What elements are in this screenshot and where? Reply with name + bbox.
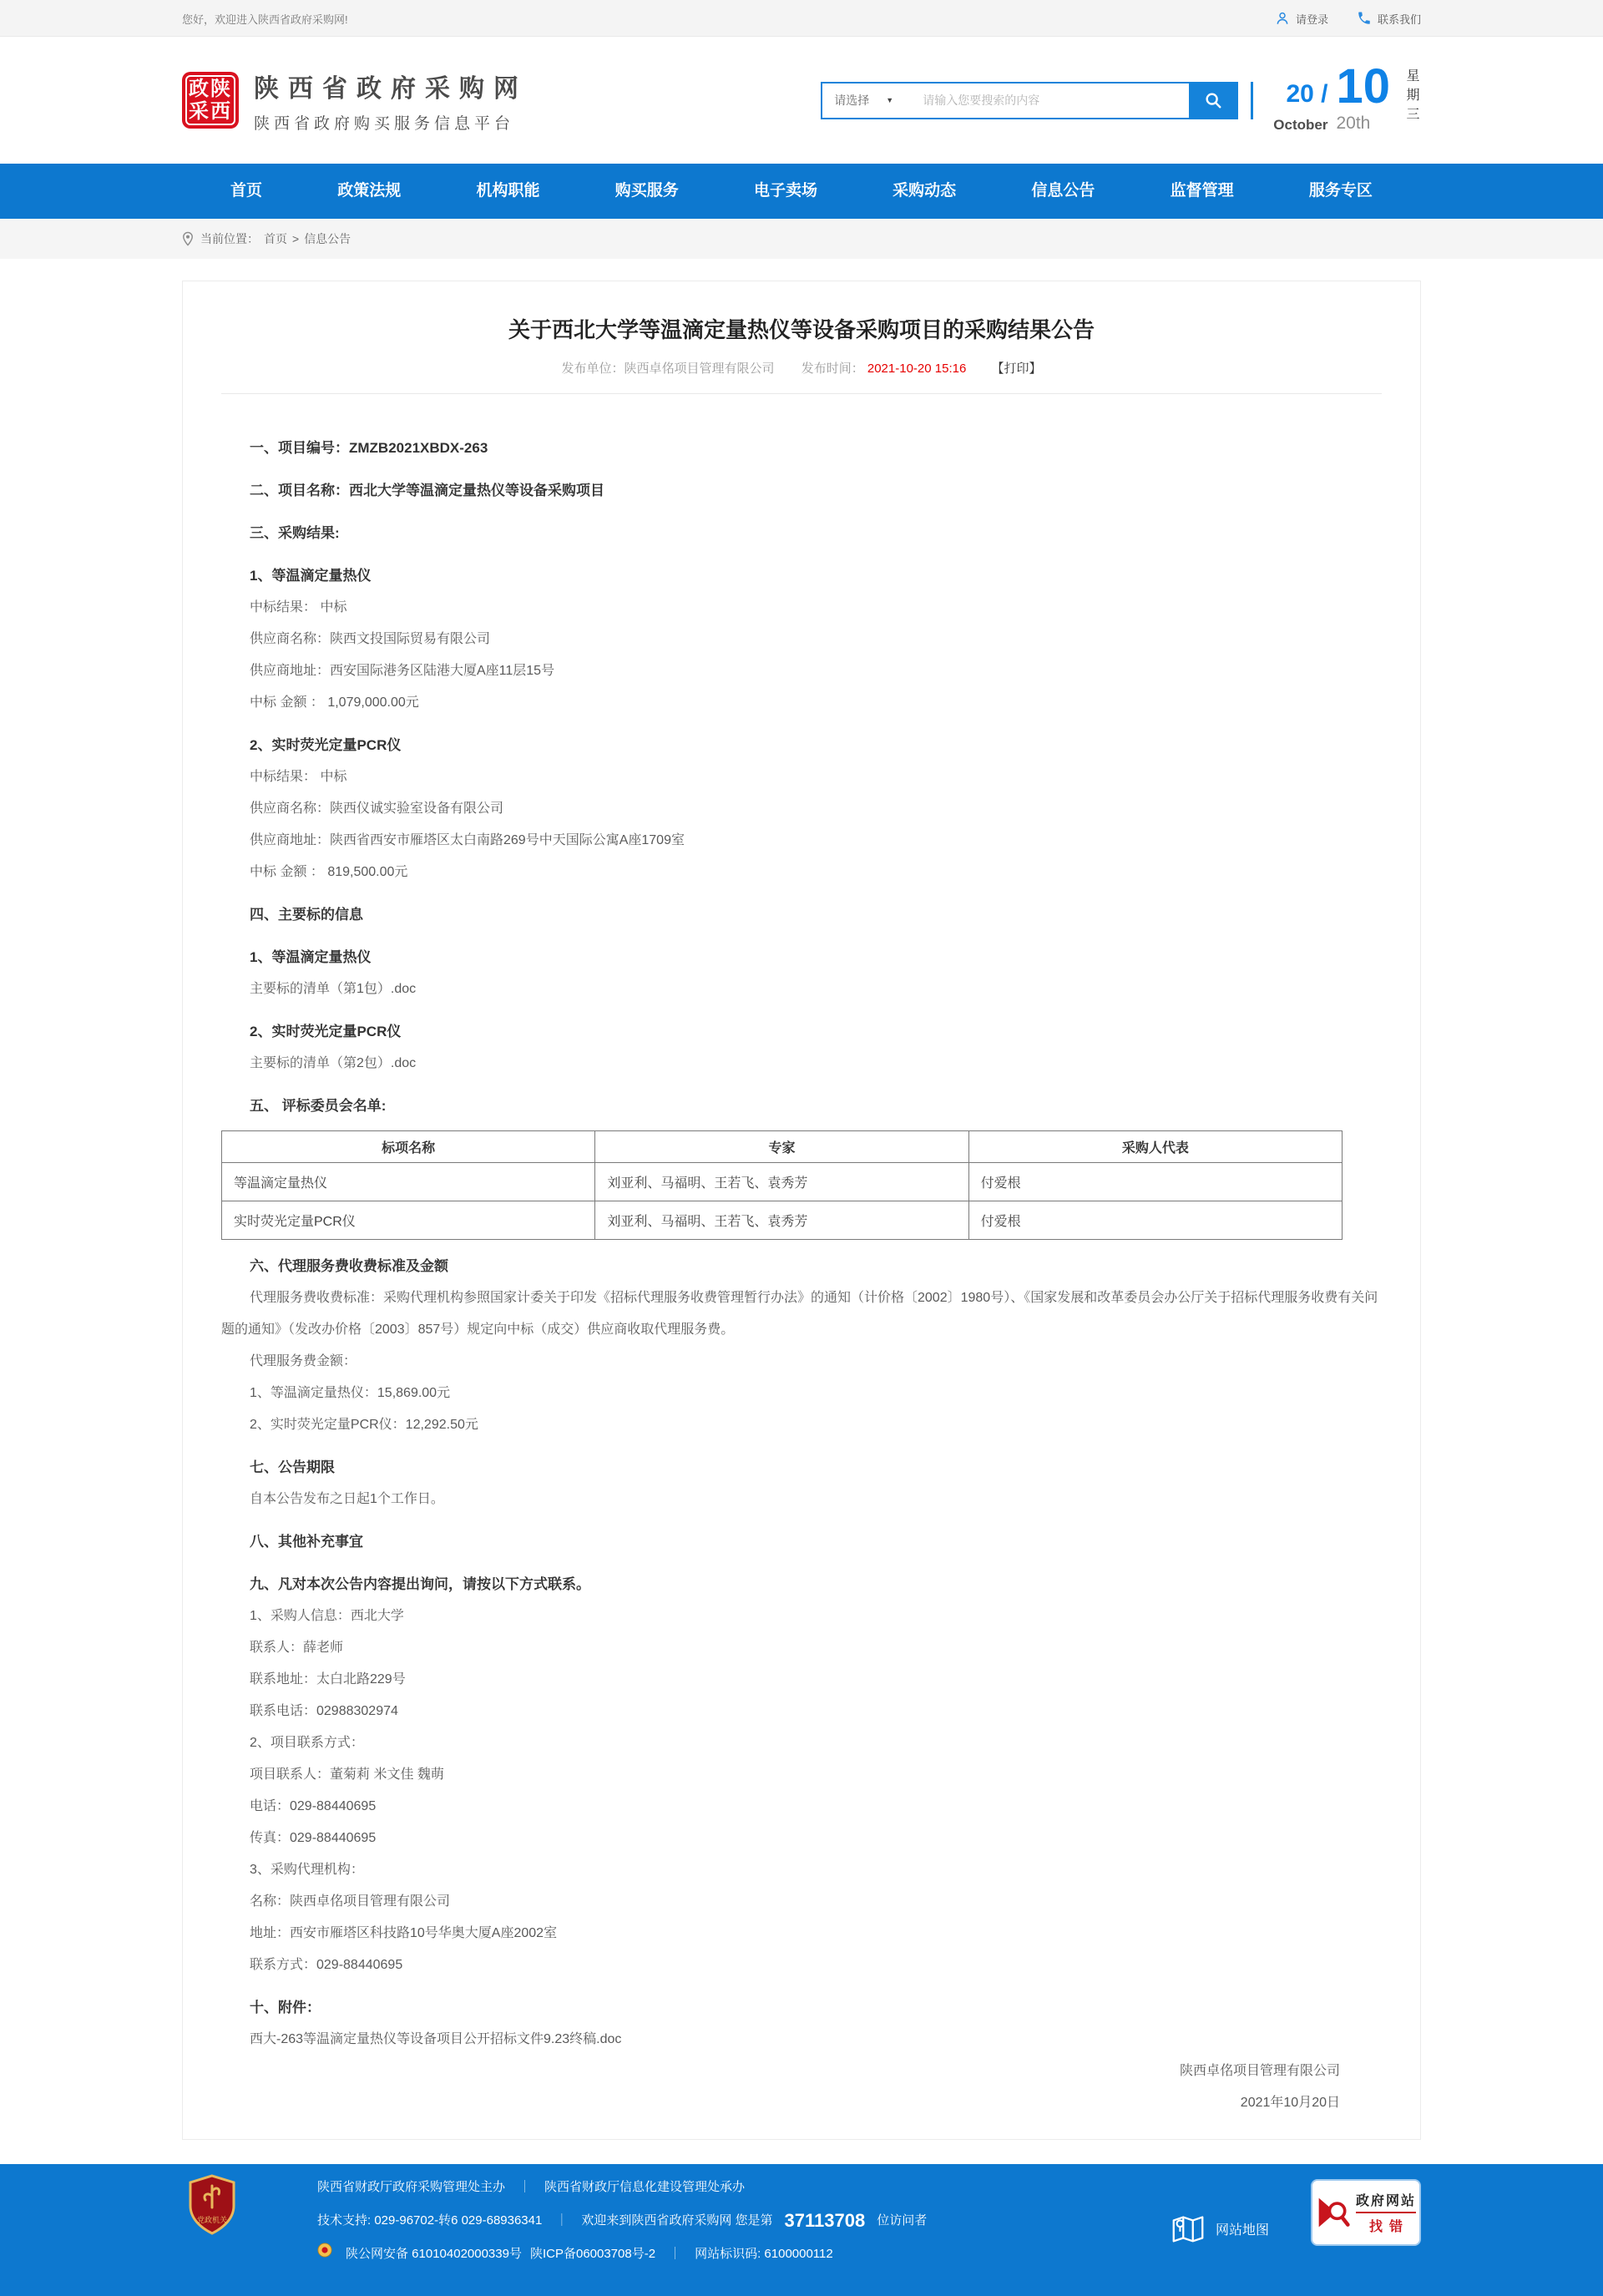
table-header-cell: 专家 (595, 1131, 968, 1163)
footer-line-1 (317, 2171, 927, 2204)
contact-link[interactable] (1357, 11, 1421, 27)
date-month-name: October (1273, 117, 1328, 133)
date-weekday: 星期三 (1404, 68, 1418, 126)
logo-text-1: 政陕 (189, 78, 232, 100)
breadcrumb-arrow: > (292, 232, 300, 245)
footer-separator: ｜ (669, 2247, 682, 2261)
logo-text-2: 采西 (189, 100, 232, 123)
welcome-text: 您好，欢迎进入陕西省政府采购网! (182, 13, 348, 26)
section-heading: 1、等温滴定量热仪 (250, 568, 372, 584)
announcement-card (182, 281, 1421, 2140)
footer-undertake: 陕西省财政厅信息化建设管理处承办 (544, 2180, 746, 2194)
footer-host: 陕西省财政厅政府采购管理处主办 (317, 2180, 506, 2194)
page-title: 关于西北大学等温滴定量热仪等设备采购项目的采购结果公告 (508, 317, 1095, 342)
section-heading: 1、等温滴定量热仪 (250, 949, 372, 965)
body-paragraph: 联系方式：029-88440695 (250, 1958, 403, 1972)
nav-item-9[interactable]: 服务专区 (1308, 182, 1373, 200)
body-paragraph: 供应商名称：陕西文投国际贸易有限公司 (250, 632, 491, 646)
visitor-count: 37113708 (784, 2210, 866, 2231)
body-paragraph: 供应商地址：陕西省西安市雁塔区太白南路269号中天国际公寓A座1709室 (250, 833, 685, 847)
footer-line-2 (317, 2204, 927, 2238)
error-badge-title: 政府网站 (1355, 2194, 1416, 2208)
body-paragraph: 联系地址：太白北路229号 (250, 1672, 406, 1687)
body-paragraph: 电话：029-88440695 (250, 1799, 377, 1813)
section-heading: 十、附件： (250, 2000, 321, 2015)
login-link[interactable] (1275, 11, 1328, 27)
body-paragraph: 中标结果： 中标 (250, 600, 347, 614)
section-heading: 六、代理服务费收费标准及金额 (250, 1258, 448, 1274)
body-paragraph: 自本公告发布之日起1个工作日。 (250, 1492, 444, 1506)
emblem-label: 党政机关 (196, 2216, 228, 2224)
table-cell: 付爱根 (968, 1201, 1342, 1240)
table-cell: 等温滴定量热仪 (222, 1163, 595, 1201)
location-pin-icon (182, 231, 194, 246)
table-cell: 实时荧光定量PCR仪 (222, 1201, 595, 1240)
nav-item-5[interactable]: 电子卖场 (753, 182, 817, 200)
site-header (0, 37, 1603, 164)
date-ordinal: 20th (1336, 114, 1371, 133)
signature-block (221, 2056, 1382, 2119)
contact-label: 联系我们 (1377, 13, 1421, 26)
header-divider (1251, 82, 1253, 119)
publish-time-value: 2021-10-20 15:16 (867, 362, 967, 376)
table-cell: 刘亚利、马福明、王若飞、袁秀芳 (595, 1201, 968, 1240)
article-meta (221, 359, 1382, 377)
body-paragraph: 中标结果： 中标 (250, 770, 347, 784)
section-heading: 2、实时荧光定量PCR仪 (250, 737, 402, 753)
sitemap-icon (1169, 2209, 1207, 2248)
publisher-label: 发布单位： (561, 362, 625, 376)
print-button[interactable]: 【打印】 (991, 362, 1042, 376)
body-paragraph: 代理服务费金额： (250, 1354, 357, 1368)
table-header-cell: 标项名称 (222, 1131, 595, 1163)
date-month-num: 10 (1336, 59, 1390, 114)
breadcrumb-bar (0, 219, 1603, 259)
error-report-icon (1316, 2193, 1351, 2232)
section-heading: 七、公告期限 (250, 1459, 335, 1475)
section-heading: 四、主要标的信息 (250, 907, 363, 923)
top-bar (0, 0, 1603, 37)
body-paragraph: 名称：陕西卓佲项目管理有限公司 (250, 1894, 451, 1909)
nav-item-3[interactable]: 机构职能 (476, 182, 540, 200)
nav-item-1[interactable]: 首页 (230, 182, 263, 200)
footer-line-3 (317, 2238, 927, 2271)
icp-link[interactable]: 陕ICP备06003708号-2 (529, 2247, 656, 2261)
publish-time-label: 发布时间： (801, 362, 864, 376)
nav-item-7[interactable]: 信息公告 (1031, 182, 1095, 200)
footer-welcome: 欢迎来到陕西省政府采购网 您是第 (581, 2213, 773, 2228)
body-paragraph: 联系人：薛老师 (250, 1641, 344, 1655)
signature-date: 2021年10月20日 (1240, 2096, 1340, 2110)
date-widget (1257, 59, 1421, 134)
breadcrumb-label: 当前位置： (200, 232, 259, 245)
committee-table (221, 1130, 1343, 1240)
chevron-down-icon: ▼ (886, 96, 894, 104)
article-body (221, 394, 1382, 2119)
footer-separator: ｜ (555, 2213, 569, 2228)
user-icon (1275, 11, 1290, 26)
site-subtitle: 陕西省政府购买服务信息平台 (254, 114, 515, 133)
date-day: 20 / (1286, 80, 1328, 108)
police-badge-icon (317, 2238, 332, 2271)
search-button[interactable] (1189, 83, 1236, 118)
body-paragraph: 传真：029-88440695 (250, 1831, 377, 1845)
phone-icon (1357, 11, 1372, 26)
section-heading: 八、其他补充事宜 (250, 1534, 363, 1550)
table-row (222, 1201, 1343, 1240)
search-icon (1204, 91, 1222, 109)
table-cell: 付爱根 (968, 1163, 1342, 1201)
login-label: 请登录 (1295, 13, 1328, 26)
section-heading: 三、采购结果: (250, 525, 340, 541)
attachment-link[interactable]: 西大-263等温滴定量热仪等设备项目公开招标文件9.23终稿.doc (250, 2032, 622, 2046)
section-heading: 九、凡对本次公告内容提出询问，请按以下方式联系。 (250, 1576, 590, 1592)
body-paragraph: 3、采购代理机构： (250, 1863, 364, 1877)
main-nav (0, 164, 1603, 219)
table-header-cell: 采购人代表 (968, 1131, 1342, 1163)
table-cell: 刘亚利、马福明、王若飞、袁秀芳 (595, 1163, 968, 1201)
footer (0, 2164, 1603, 2296)
site-name: 陕西省政府采购网 (254, 74, 528, 103)
section-heading: 二、项目名称：西北大学等温滴定量热仪等设备采购项目 (250, 483, 604, 498)
body-paragraph: 供应商名称：陕西仪诚实验室设备有限公司 (250, 802, 504, 816)
footer-separator: ｜ (518, 2180, 532, 2194)
search-category-label: 请选择 (834, 94, 870, 107)
search-box (821, 82, 1238, 119)
footer-visitor-suffix: 位访问者 (877, 2213, 928, 2228)
attachment-link[interactable]: 主要标的清单（第2包）.doc (250, 1056, 417, 1070)
body-paragraph: 1、等温滴定量热仪：15,869.00元 (250, 1386, 451, 1400)
nav-item-6[interactable]: 采购动态 (893, 182, 957, 200)
body-paragraph: 供应商地址：西安国际港务区陆港大厦A座11层15号 (250, 664, 555, 678)
footer-support: 技术支持: 029-96702-转6 029-68936341 (317, 2213, 543, 2228)
nav-item-2[interactable]: 政策法规 (337, 182, 402, 200)
breadcrumb-home[interactable]: 首页 (264, 232, 287, 245)
error-badge-divider (1356, 2212, 1416, 2213)
body-paragraph: 地址：西安市雁塔区科技路10号华奥大厦A座2002室 (250, 1926, 558, 1940)
body-paragraph: 2、项目联系方式： (250, 1736, 364, 1750)
government-emblem-icon (187, 2174, 237, 2236)
body-paragraph: 代理服务费收费标准：采购代理机构参照国家计委关于印发《招标代理服务收费管理暂行办法》的通知（计价格〔2002〕1980号）、《国家发展和改革委员会办公厅关于招标代理服务收费有关问题的通知》（发改办价格〔2003〕857号）规定向中标（成交）供应商收取代理服务费。 (221, 1291, 1378, 1337)
section-heading: 2、实时荧光定量PCR仪 (250, 1024, 402, 1039)
table-row (222, 1163, 1343, 1201)
body-paragraph: 2、实时荧光定量PCR仪：12,292.50元 (250, 1418, 478, 1432)
error-report-badge[interactable] (1311, 2179, 1421, 2246)
beian-link[interactable]: 陕公网安备 61010402000339号 (346, 2247, 522, 2261)
body-paragraph: 项目联系人：董菊莉 米文佳 魏萌 (250, 1768, 444, 1782)
signature-company: 陕西卓佲项目管理有限公司 (1179, 2064, 1340, 2078)
site-code: 网站标识码: 6100000112 (695, 2247, 833, 2261)
sitemap-label: 网站地图 (1215, 2223, 1269, 2238)
publisher-value: 陕西卓佲项目管理有限公司 (624, 362, 775, 376)
sitemap-link[interactable] (1169, 2209, 1269, 2248)
body-paragraph: 1、采购人信息：西北大学 (250, 1609, 404, 1623)
section-heading: 一、项目编号：ZMZB2021XBDX-263 (250, 440, 488, 456)
section-heading: 五、 评标委员会名单: (250, 1098, 387, 1114)
breadcrumb-current: 信息公告 (304, 232, 351, 245)
search-input[interactable] (916, 83, 1189, 118)
body-paragraph: 中标 金额 ： 1,079,000.00元 (250, 695, 419, 710)
error-badge-action: 找错 (1368, 2220, 1409, 2234)
body-paragraph: 中标 金额 ： 819,500.00元 (250, 865, 408, 879)
attachment-link[interactable]: 主要标的清单（第1包）.doc (250, 982, 417, 996)
body-paragraph: 联系电话：02988302974 (250, 1704, 398, 1718)
site-logo (182, 72, 239, 129)
nav-item-8[interactable]: 监督管理 (1170, 182, 1234, 200)
search-category-select[interactable] (822, 83, 916, 118)
nav-item-4[interactable]: 购买服务 (614, 182, 679, 200)
